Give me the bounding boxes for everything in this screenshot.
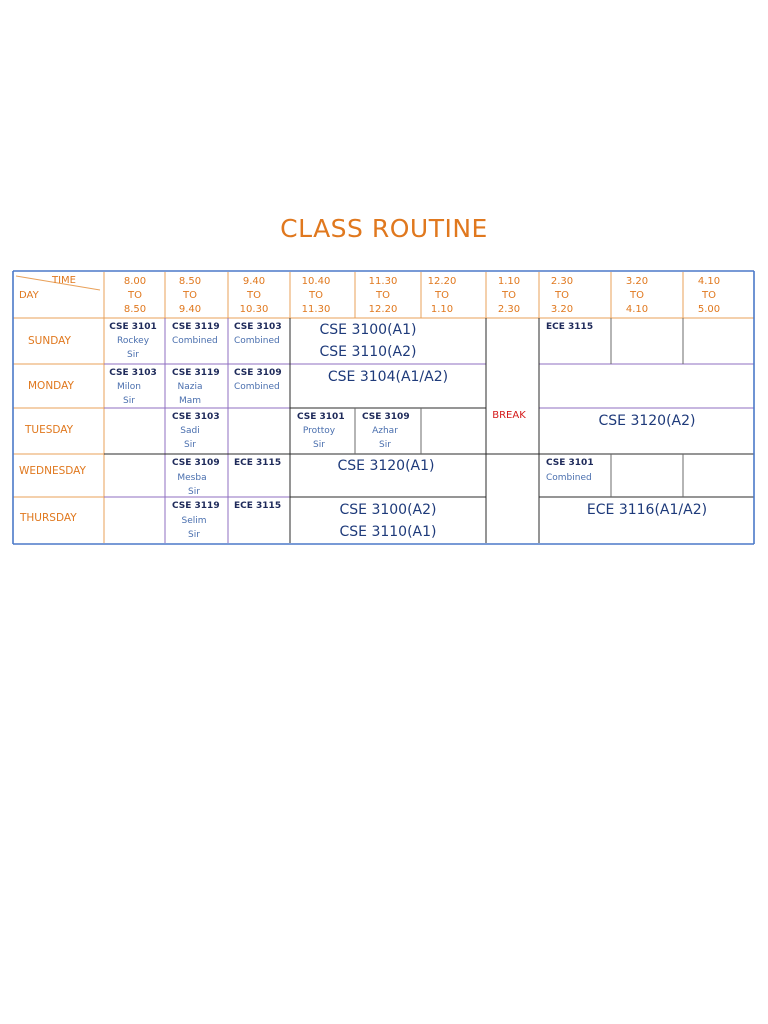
svg-text:2.30: 2.30 — [550, 276, 574, 287]
svg-text:12.20: 12.20 — [368, 304, 398, 315]
time-slot-4 — [302, 276, 331, 315]
day-monday: MONDAY — [28, 380, 74, 392]
svg-text:Combined: Combined — [172, 336, 218, 346]
svg-text:CSE 3101: CSE 3101 — [297, 412, 345, 422]
time-slot-6 — [428, 276, 457, 315]
svg-text:CSE 3120(A2): CSE 3120(A2) — [598, 413, 696, 429]
cell-tuesday-cse3103 — [172, 412, 220, 450]
svg-text:TO: TO — [502, 290, 516, 301]
day-thursday: THURSDAY — [20, 512, 77, 524]
svg-text:9.40: 9.40 — [178, 304, 202, 315]
svg-text:Nazia: Nazia — [177, 382, 203, 392]
day-label: DAY — [19, 290, 39, 301]
svg-text:TO: TO — [630, 290, 644, 301]
day-wednesday: WEDNESDAY — [19, 465, 86, 477]
svg-text:CSE 3110(A2): CSE 3110(A2) — [319, 344, 417, 360]
svg-text:CSE 3120(A1): CSE 3120(A1) — [337, 458, 435, 474]
time-slot-5 — [369, 276, 398, 315]
page-title: CLASS ROUTINE — [280, 214, 488, 243]
time-slot-8 — [551, 276, 573, 315]
cell-sunday-cse3103 — [234, 322, 282, 346]
cell-wednesday-ece3115 — [234, 458, 281, 468]
time-slot-7 — [498, 276, 520, 315]
svg-text:Combined: Combined — [234, 336, 280, 346]
svg-text:8.50: 8.50 — [178, 276, 202, 287]
day-tuesday: TUESDAY — [25, 424, 74, 436]
cell-thursday-lab — [340, 502, 437, 540]
svg-text:8.00: 8.00 — [123, 276, 147, 287]
svg-text:TO: TO — [555, 290, 569, 301]
svg-text:Selim: Selim — [181, 516, 207, 526]
svg-text:Sir: Sir — [188, 530, 200, 540]
svg-text:9.40: 9.40 — [242, 276, 266, 287]
svg-text:ECE 3115: ECE 3115 — [546, 322, 594, 332]
svg-text:4.10: 4.10 — [697, 276, 721, 287]
svg-text:Rockey: Rockey — [116, 336, 150, 346]
cell-monday-cse3109 — [234, 368, 282, 392]
routine-table — [12, 270, 755, 545]
time-slot-2 — [179, 276, 201, 315]
svg-text:TO: TO — [128, 290, 142, 301]
svg-text:Mesba: Mesba — [177, 473, 207, 483]
svg-text:CSE 3103: CSE 3103 — [172, 412, 220, 422]
svg-text:5.00: 5.00 — [697, 304, 721, 315]
svg-text:Mam: Mam — [178, 396, 202, 406]
svg-text:TO: TO — [702, 290, 716, 301]
svg-text:CSE 3101: CSE 3101 — [109, 322, 157, 332]
svg-text:Sadi: Sadi — [180, 426, 200, 436]
svg-text:4.10: 4.10 — [625, 304, 649, 315]
cell-monday-cse3103 — [109, 368, 157, 406]
cell-sunday-ece3115 — [546, 322, 593, 332]
cell-tuesday-cse3101 — [297, 412, 345, 450]
svg-text:Milon: Milon — [117, 382, 141, 392]
cell-thursday-cse3119 — [172, 501, 220, 540]
svg-text:CSE 3109: CSE 3109 — [362, 412, 410, 422]
cell-thursday-ece3116 — [587, 502, 707, 518]
svg-text:11.30: 11.30 — [301, 304, 331, 315]
svg-text:Sir: Sir — [123, 396, 135, 406]
cell-wednesday-cse3101 — [546, 458, 594, 483]
svg-text:ECE 3115: ECE 3115 — [234, 501, 282, 511]
svg-text:Sir: Sir — [379, 440, 391, 450]
cell-tuesday-cse3109 — [362, 412, 410, 450]
svg-text:10.40: 10.40 — [301, 276, 331, 287]
cell-wednesday-lab — [338, 458, 435, 474]
svg-text:TO: TO — [435, 290, 449, 301]
time-label: TIME — [51, 275, 77, 286]
cell-sunday-lab — [320, 322, 417, 360]
svg-text:CSE 3100(A2): CSE 3100(A2) — [339, 502, 437, 518]
svg-text:1.10: 1.10 — [430, 304, 454, 315]
svg-text:TO: TO — [247, 290, 261, 301]
svg-text:ECE 3115: ECE 3115 — [234, 458, 282, 468]
svg-text:2.30: 2.30 — [497, 304, 521, 315]
svg-text:TO: TO — [183, 290, 197, 301]
svg-text:CSE 3101: CSE 3101 — [546, 458, 594, 468]
svg-text:Sir: Sir — [184, 440, 196, 450]
cell-monday-lab — [328, 369, 448, 385]
svg-text:Sir: Sir — [127, 350, 139, 360]
svg-text:CSE 3104(A1/A2): CSE 3104(A1/A2) — [327, 369, 449, 385]
svg-text:Combined: Combined — [546, 473, 592, 483]
svg-text:3.20: 3.20 — [625, 276, 649, 287]
svg-text:CSE 3119: CSE 3119 — [172, 501, 220, 511]
cell-wednesday-cse3109 — [172, 458, 220, 497]
day-sunday: SUNDAY — [28, 335, 71, 347]
svg-text:Prottoy: Prottoy — [302, 426, 336, 436]
svg-text:CSE 3109: CSE 3109 — [234, 368, 282, 378]
svg-text:CSE 3119: CSE 3119 — [172, 322, 220, 332]
cell-sunday-cse3101 — [109, 322, 157, 360]
svg-text:TO: TO — [376, 290, 390, 301]
cell-monday-cse3119 — [172, 368, 220, 406]
cell-tuesday-lab — [599, 413, 696, 429]
svg-text:1.10: 1.10 — [497, 276, 521, 287]
svg-text:CSE 3100(A1): CSE 3100(A1) — [319, 322, 417, 338]
time-slot-3 — [240, 276, 269, 315]
time-slot-10 — [698, 276, 720, 315]
svg-text:Sir: Sir — [188, 487, 200, 497]
svg-text:CSE 3103: CSE 3103 — [234, 322, 282, 332]
time-slot-1 — [124, 276, 146, 315]
svg-text:CSE 3110(A1): CSE 3110(A1) — [339, 524, 437, 540]
svg-text:12.20: 12.20 — [427, 276, 457, 287]
svg-text:8.50: 8.50 — [123, 304, 147, 315]
svg-text:Azhar: Azhar — [372, 426, 398, 436]
svg-text:CSE 3119: CSE 3119 — [172, 368, 220, 378]
cell-sunday-cse3119 — [172, 322, 220, 346]
break-label: BREAK — [492, 410, 526, 421]
time-slot-9 — [626, 276, 648, 315]
svg-text:CSE 3109: CSE 3109 — [172, 458, 220, 468]
svg-text:CSE 3103: CSE 3103 — [109, 368, 157, 378]
svg-text:ECE 3116(A1/A2): ECE 3116(A1/A2) — [586, 502, 708, 518]
cell-thursday-ece3115 — [234, 501, 281, 511]
svg-text:11.30: 11.30 — [368, 276, 398, 287]
svg-text:Sir: Sir — [313, 440, 325, 450]
svg-text:TO: TO — [309, 290, 323, 301]
svg-text:3.20: 3.20 — [550, 304, 574, 315]
svg-text:Combined: Combined — [234, 382, 280, 392]
svg-text:10.30: 10.30 — [239, 304, 269, 315]
